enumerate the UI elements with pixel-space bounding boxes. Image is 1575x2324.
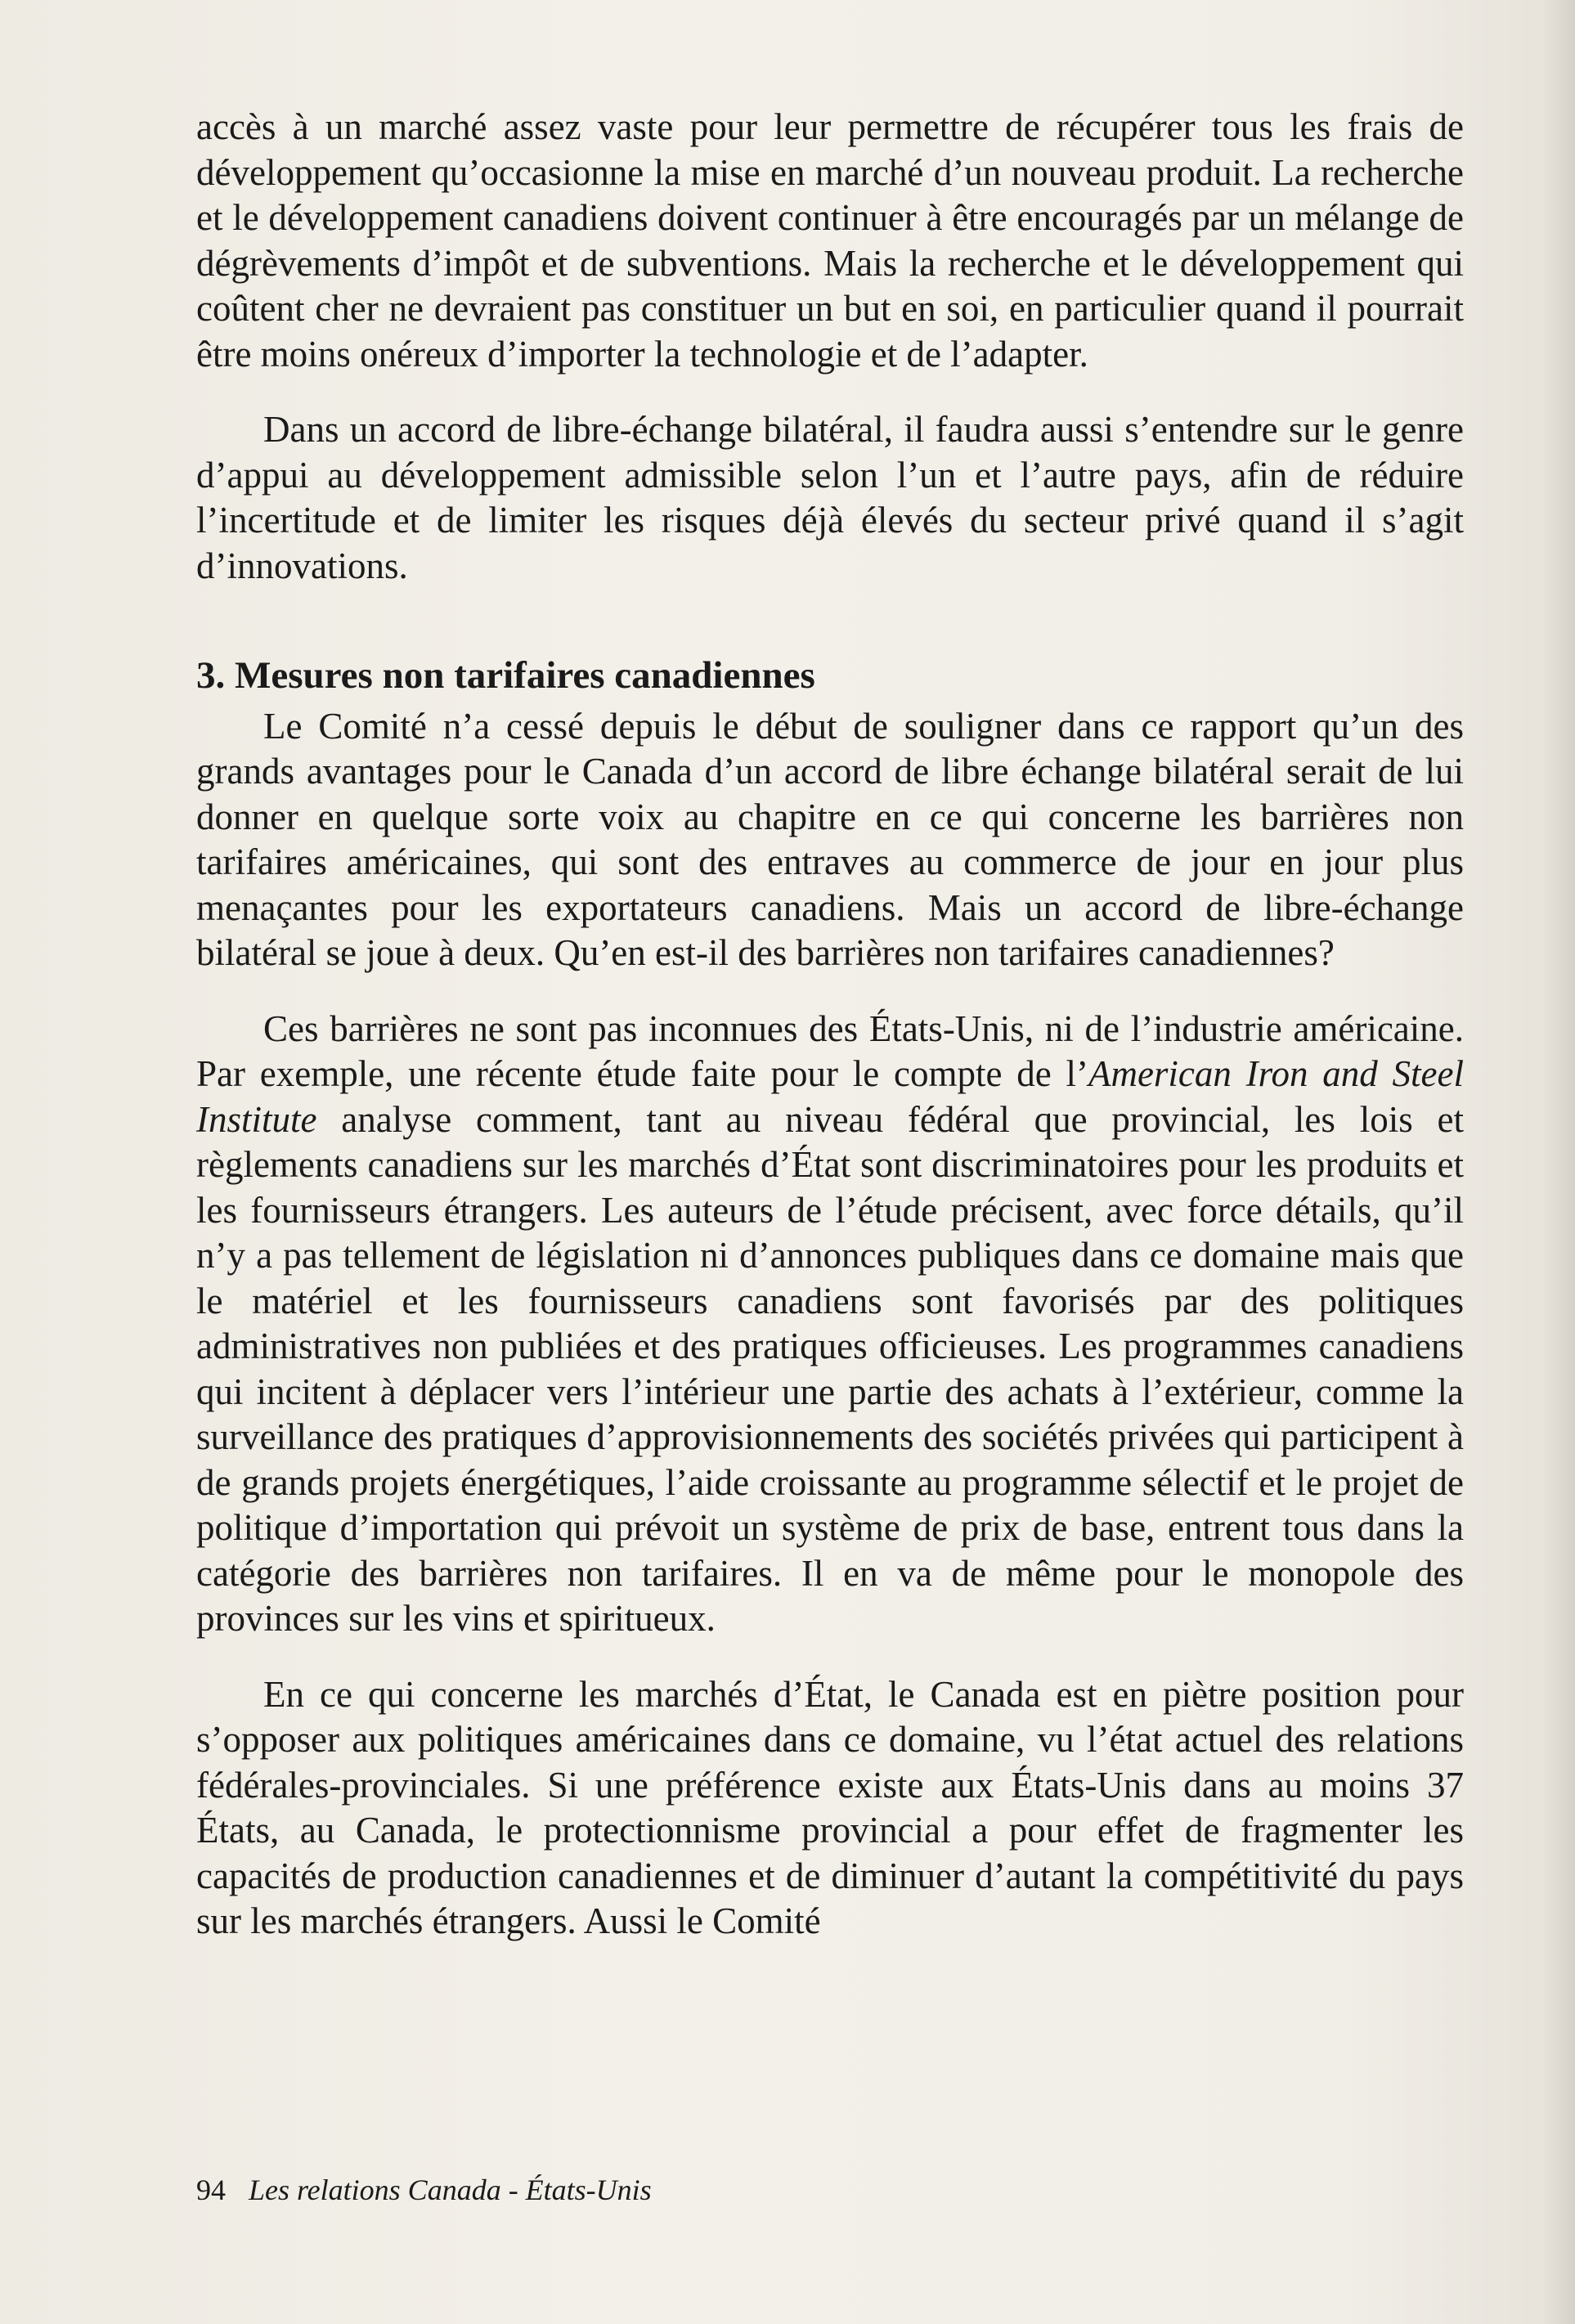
running-title: Les relations Canada - États-Unis <box>249 2174 652 2206</box>
paragraph-text: Ces barrières ne sont pas inconnues des États-Unis, ni de l’industrie américaine. Par exemple, une récente étude faite pour le compte de l’ <box>196 1007 1464 1094</box>
page-footer <box>196 2173 652 2207</box>
body-text <box>196 105 1464 1975</box>
page-number: 94 <box>196 2174 226 2206</box>
paragraph: En ce qui concerne les marchés d’État, le Canada est en piètre position pour s’opposer aux politiques américaines dans ce domaine, vu l’état actuel des relations fédérales-provinciales. Si une préférence existe aux États-Unis dans au moins 37 États, au Canada, le protectionnisme provincial a pour effet de fragmenter les capacités de production canadiennes et de diminuer d’autant la compétitivité du pays sur les marchés étrangers. Aussi le Comité <box>196 1673 1464 1941</box>
institute-name: American Iron and Steel Institute <box>196 1053 1464 1140</box>
section-heading: 3. Mesures non tarifaires canadiennes <box>196 654 815 697</box>
paragraph <box>196 1007 1464 1642</box>
paragraph-continued: accès à un marché assez vaste pour leur permettre de récupérer tous les frais de développement qu’occasionne la mise en marché d’un nouveau produit. La recherche et le développement canadiens doivent continuer à être encouragés par un mélange de dégrèvements d’impôt et de subventions. Mais la recherche et le développement qui coûtent cher ne devraient pas constituer un but en soi, en particulier quand il pourrait être moins onéreux d’importer la technologie et de l’adapter. <box>196 106 1464 375</box>
paragraph-text: analyse comment, tant au niveau fédéral que provincial, les lois et règlements canadiens sur les marchés d’État sont discriminatoires pour les produits et les fournisseurs étrangers. Les auteurs de l’étude précisent, avec force détails, qu’il n’y a pas tellement de législation ni d’annonces publiques dans ce domaine mais que le matériel et les fournisseurs canadiens sont favorisés par des politiques administratives non publiées et des pratiques officieuses. Les programmes canadiens qui incitent à déplacer vers l’intérieur une partie des achats à l’extérieur, comme la surveillance des pratiques d’approvisionnements des sociétés privées qui participent à de grands projets énergétiques, l’aide croissante au programme sélectif et le projet de politique d’importation qui prévoit un système de prix de base, entrent tous dans la catégorie des barrières non tarifaires. Il en va de même pour le monopole des provinces sur les vins et spiritueux. <box>196 1098 1464 1639</box>
paragraph: Dans un accord de libre-échange bilatéral, il faudra aussi s’entendre sur le genre d’appui au développement admissible selon l’un et l’autre pays, afin de réduire l’incertitude et de limiter les risques déjà élevés du secteur privé quand il s’agit d’innovations. <box>196 409 1464 586</box>
page-edge-shadow <box>1542 0 1575 2324</box>
paragraph: Le Comité n’a cessé depuis le début de souligner dans ce rapport qu’un des grands avantages pour le Canada d’un accord de libre échange bilatéral serait de lui donner en quelque sorte voix au chapitre en ce qui concerne les barrières non tarifaires américaines, qui sont des entraves au commerce de jour en jour plus menaçantes pour les exportateurs canadiens. Mais un accord de libre-échange bilatéral se joue à deux. Qu’en est-il des barrières non tarifaires canadiennes? <box>196 705 1464 973</box>
